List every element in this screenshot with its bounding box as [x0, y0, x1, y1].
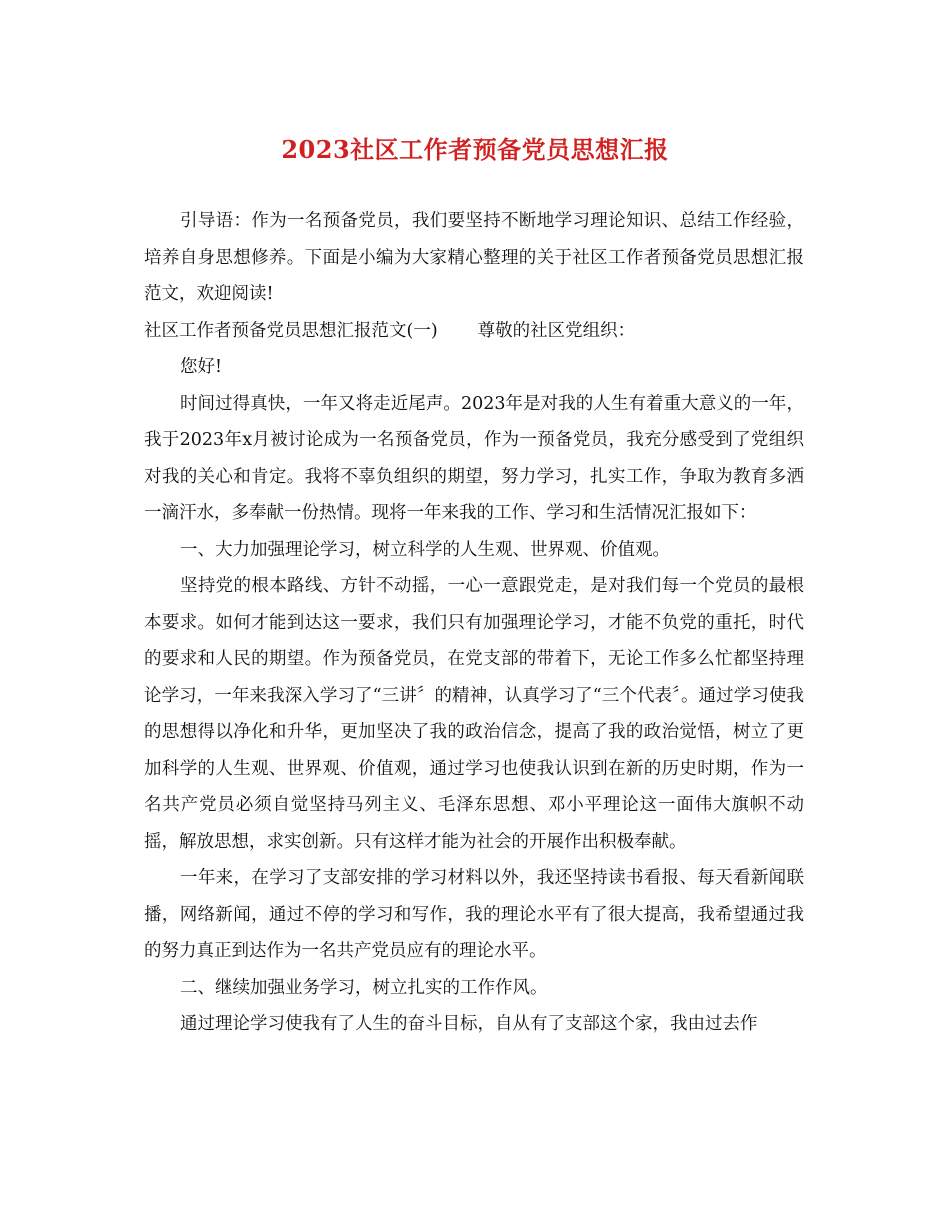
salutation: 尊敬的社区党组织：: [477, 320, 636, 341]
section-heading-1: 一、大力加强理论学习，树立科学的人生观、世界观、价值观。: [180, 539, 670, 560]
body-paragraph-1: 时间过得真快，一年又将走近尾声。2023年是对我的人生有着重大意义的一年，我于2023年x月被讨论成为一名预备党员，作为一预备党员，我充分感受到了党组织对我的关心和肯定。我将不辜负组织的期望，努力学习，扎实工作，争取为教育多洒一滴汗水，多奉献一份热情。现将一年来我的工作、学习和生活情况汇报如下：: [144, 393, 804, 523]
sample-heading: 社区工作者预备党员思想汇报范文(一): [144, 320, 438, 341]
document-body: [144, 203, 804, 1043]
body-paragraph-2: 坚持党的根本路线、方针不动摇，一心一意跟党走，是对我们每一个党员的最根本要求。如何才能到达这一要求，我们只有加强理论学习，才能不负党的重托，时代的要求和人民的期望。作为预备党员，在党支部的带着下，无论工作多么忙都坚持理论学习，一年来我深入学习了“三讲〞的精神，认真学习了“三个代表〞。通过学习使我的思想得以净化和升华，更加坚决了我的政治信念，提高了我的政治觉悟，树立了更加科学的人生观、世界观、价值观，通过学习也使我认识到在新的历史时期，作为一名共产党员必须自觉坚持马列主义、毛泽东思想、邓小平理论这一面伟大旗帜不动摇，解放思想，求实创新。只有这样才能为社会的开展作出积极奉献。: [144, 576, 804, 852]
body-paragraph-4: 通过理论学习使我有了人生的奋斗目标，自从有了支部这个家，我由过去作: [180, 1014, 758, 1034]
intro-paragraph: 引导语：作为一名预备党员，我们要坚持不断地学习理论知识、总结工作经验，培养自身思想修养。下面是小编为大家精心整理的关于社区工作者预备党员思想汇报范文，欢迎阅读!: [144, 211, 804, 304]
sample-heading-line: [144, 313, 804, 350]
greeting: 您好!: [180, 357, 223, 377]
body-paragraph-3: 一年来，在学习了支部安排的学习材料以外，我还坚持读书看报、每天看新闻联播，网络新闻，通过不停的学习和写作，我的理论水平有了很大提高，我希望通过我的努力真正到达作为一名共产党员应有的理论水平。: [144, 868, 804, 961]
section-heading-2: 二、继续加强业务学习，树立扎实的工作作风。: [180, 977, 548, 998]
document-title: 2023社区工作者预备党员思想汇报: [281, 135, 669, 164]
